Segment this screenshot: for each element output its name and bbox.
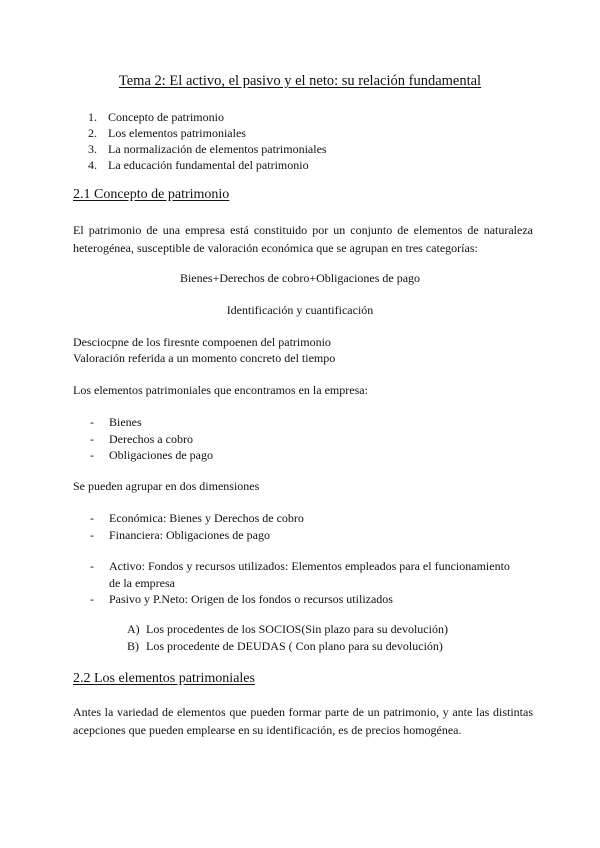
- dash-bullet: -: [90, 559, 94, 573]
- document-title: Tema 2: El activo, el pasivo y el neto: su relación fundamental: [118, 73, 482, 89]
- toc-item: [88, 109, 327, 125]
- list-item: [127, 621, 448, 638]
- list-item-text: Obligaciones de pago: [109, 448, 213, 462]
- list-item-text: Los procedente de DEUDAS ( Con plano para su devolución): [146, 639, 443, 653]
- section1-intro-paragraph: El patrimonio de una empresa está constituido por un conjunto de elementos de naturaleza heterogénea, susceptible de valoración económica que se agrupan en tres categorías:: [73, 223, 533, 255]
- list-item: [90, 527, 517, 544]
- list-item-text: Pasivo y P.Neto: Origen de los fondos o recursos utilizados: [109, 592, 393, 606]
- list-item-text: Activo: Fondos y recursos utilizados: Elementos empleados para el funcionamiento de la empresa: [109, 559, 510, 590]
- dash-bullet: -: [90, 415, 94, 429]
- elements-intro: Los elementos patrimoniales que encontramos en la empresa:: [73, 383, 368, 397]
- table-of-contents: [88, 109, 327, 173]
- note-line-1: Desciocpne de los firesnte compoenen del patrimonio: [73, 335, 331, 349]
- dash-bullet: -: [90, 527, 94, 542]
- dash-bullet: -: [90, 511, 94, 525]
- section-heading-elementos: 2.2 Los elementos patrimoniales: [73, 671, 255, 686]
- list-item: [127, 638, 448, 655]
- list-item: [90, 510, 517, 527]
- toc-text: La normalización de elementos patrimoniales: [108, 142, 327, 156]
- toc-number: 2.: [88, 126, 97, 140]
- list-item: [90, 431, 517, 448]
- dash-bullet: -: [90, 592, 94, 606]
- dimensions-intro: Se pueden agrupar en dos dimensiones: [73, 479, 260, 493]
- list-item-text: Derechos a cobro: [109, 431, 193, 446]
- formula-line: Bienes+Derechos de cobro+Obligaciones de pago: [179, 271, 421, 285]
- toc-text: Concepto de patrimonio: [108, 110, 224, 124]
- list-item: [90, 558, 517, 591]
- section-heading-concepto: 2.1 Concepto de patrimonio: [73, 187, 230, 202]
- groups-list: [90, 558, 517, 608]
- list-item: [90, 414, 517, 431]
- list-item: [90, 591, 517, 608]
- toc-item: [88, 141, 327, 157]
- toc-text: Los elementos patrimoniales: [108, 126, 246, 140]
- list-item-text: Los procedentes de los SOCIOS(Sin plazo para su devolución): [146, 622, 448, 636]
- dimensions-list: [90, 510, 517, 543]
- identification-subtitle: Identificación y cuantificación: [226, 303, 374, 317]
- list-item: [90, 447, 517, 464]
- toc-number: 1.: [88, 110, 97, 124]
- list-item-text: Financiera: Obligaciones de pago: [109, 527, 270, 542]
- toc-number: 4.: [88, 158, 97, 172]
- dash-bullet: -: [90, 431, 94, 446]
- list-item-text: Económica: Bienes y Derechos de cobro: [109, 511, 304, 525]
- sources-list: [127, 621, 448, 655]
- list-letter: A): [127, 622, 140, 636]
- toc-item: [88, 157, 327, 173]
- list-letter: B): [127, 639, 139, 653]
- note-line-2: Valoración referida a un momento concreto del tiempo: [73, 351, 336, 365]
- section2-intro-paragraph: Antes la variedad de elementos que pueden formar parte de un patrimonio, y ante las distintas acepciones que pueden emplearse en su identificación, es de precios homogénea.: [73, 705, 533, 737]
- list-item-text: Bienes: [109, 415, 142, 429]
- dash-bullet: -: [90, 448, 94, 462]
- toc-item: [88, 125, 327, 141]
- elements-list: [90, 414, 517, 464]
- toc-number: 3.: [88, 142, 97, 156]
- toc-text: La educación fundamental del patrimonio: [108, 158, 309, 172]
